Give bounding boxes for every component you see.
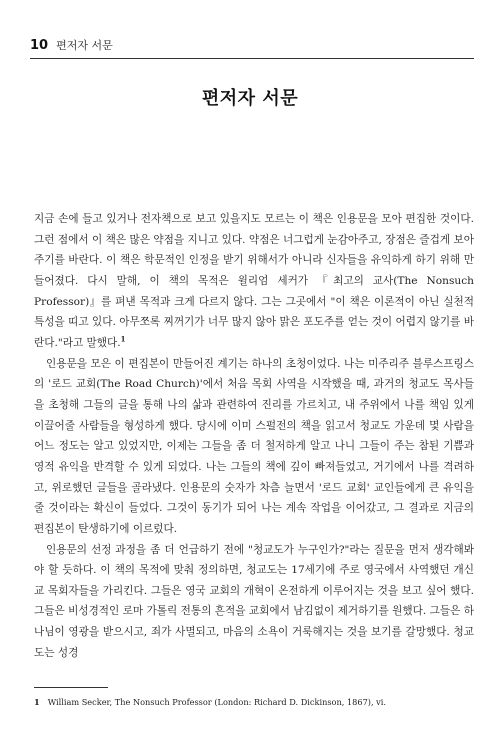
footnote-text: William Secker, The Nonsuch Professor (London: Richard D. Dickinson, 1867), vi. <box>47 697 387 707</box>
paragraph-1 <box>34 209 474 354</box>
paragraph-1-text: 지금 손에 들고 있거나 전자책으로 보고 있을지도 모르는 이 책은 인용문을 모아 편집한 것이다. 그런 점에서 이 책은 많은 약점을 지니고 있다. 약점은 너그럽게 눈감아주고, 장점은 즐겁게 보아주기를 바란다. 이 책은 학문적인 인정을 받기 위해서가 아니라 신자들을 유익하게 하기 위해 만들어졌다. 다시 말해, 이 책의 목적은 윌리엄 세커가 『최고의 교사(The Nonsuch Professor)』를 펴낸 목적과 크게 다르지 않다. 그는 그곳에서 "이 책은 이론적이 아닌 실천적 특성을 띠고 있다. 아무쪼록 찌꺼기가 너무 많지 않아 맑은 포도주를 얻는 것이 어렵지 않기를 바란다."라고 말했다. <box>34 213 474 349</box>
running-title: 편저자 서문 <box>56 39 113 52</box>
footnote-rule <box>34 687 108 688</box>
paragraph-3: 인용문의 선정 과정을 좀 더 언급하기 전에 "청교도가 누구인가?"라는 질문을 먼저 생각해봐야 할 듯하다. 이 책의 목적에 맞춰 정의하면, 청교도는 17세기에 주로 영국에서 사역했던 개신교 목회자들을 가리킨다. 그들은 영국 교회의 개혁이 온전하게 이루어지는 것을 보고 싶어 했다. 그들은 비성경적인 로마 가톨릭 전통의 흔적을 교회에서 남김없이 제거하기를 원했다. 그들은 하나님이 영광을 받으시고, 죄가 사멸되고, 마음의 소욕이 거룩해지는 것을 보기를 갈망했다. 청교도는 성경 <box>34 543 474 659</box>
header-rule <box>30 58 474 59</box>
running-header <box>30 37 113 53</box>
chapter-title: 편저자 서문 <box>201 88 299 109</box>
footnote-reference[interactable]: 1 <box>120 334 126 344</box>
page-number: 10 <box>30 38 49 53</box>
footnote-number: 1 <box>34 697 40 707</box>
paragraph-2: 인용문을 모은 이 편집본이 만들어진 계기는 하나의 초청이었다. 나는 미주리주 블루스프링스의 '로드 교회(The Road Church)'에서 처음 목회 사역을 시작했을 때, 과거의 청교도 목사들을 초청해 그들의 글을 통해 나의 삶과 관련하여 진리를 가르치고, 내 주위에서 나를 책임 있게 이끌어줄 사람들을 형성하게 했다. 당시에 이미 스펄전의 책을 읽고서 청교도 가운데 몇 사람을 어느 정도는 알고 있었지만, 이제는 그들을 좀 더 철저하게 알고 나니 그들이 주는 참된 기쁨과 영적 유익을 반격할 수 있게 되었다. 나는 그들의 책에 깊이 빠져들었고, 거기에서 나를 격려하고, 위로했던 글들을 골라냈다. 인용문의 숫자가 차츰 늘면서 '로드 교회' 교인들에게 큰 유익을 줄 것이라는 확신이 들었다. 그것이 동기가 되어 나는 계속 작업을 이어갔고, 그 결과로 지금의 편집본이 탄생하기에 이르렀다. <box>34 357 474 535</box>
footnote <box>34 697 474 707</box>
body-text <box>34 209 474 663</box>
